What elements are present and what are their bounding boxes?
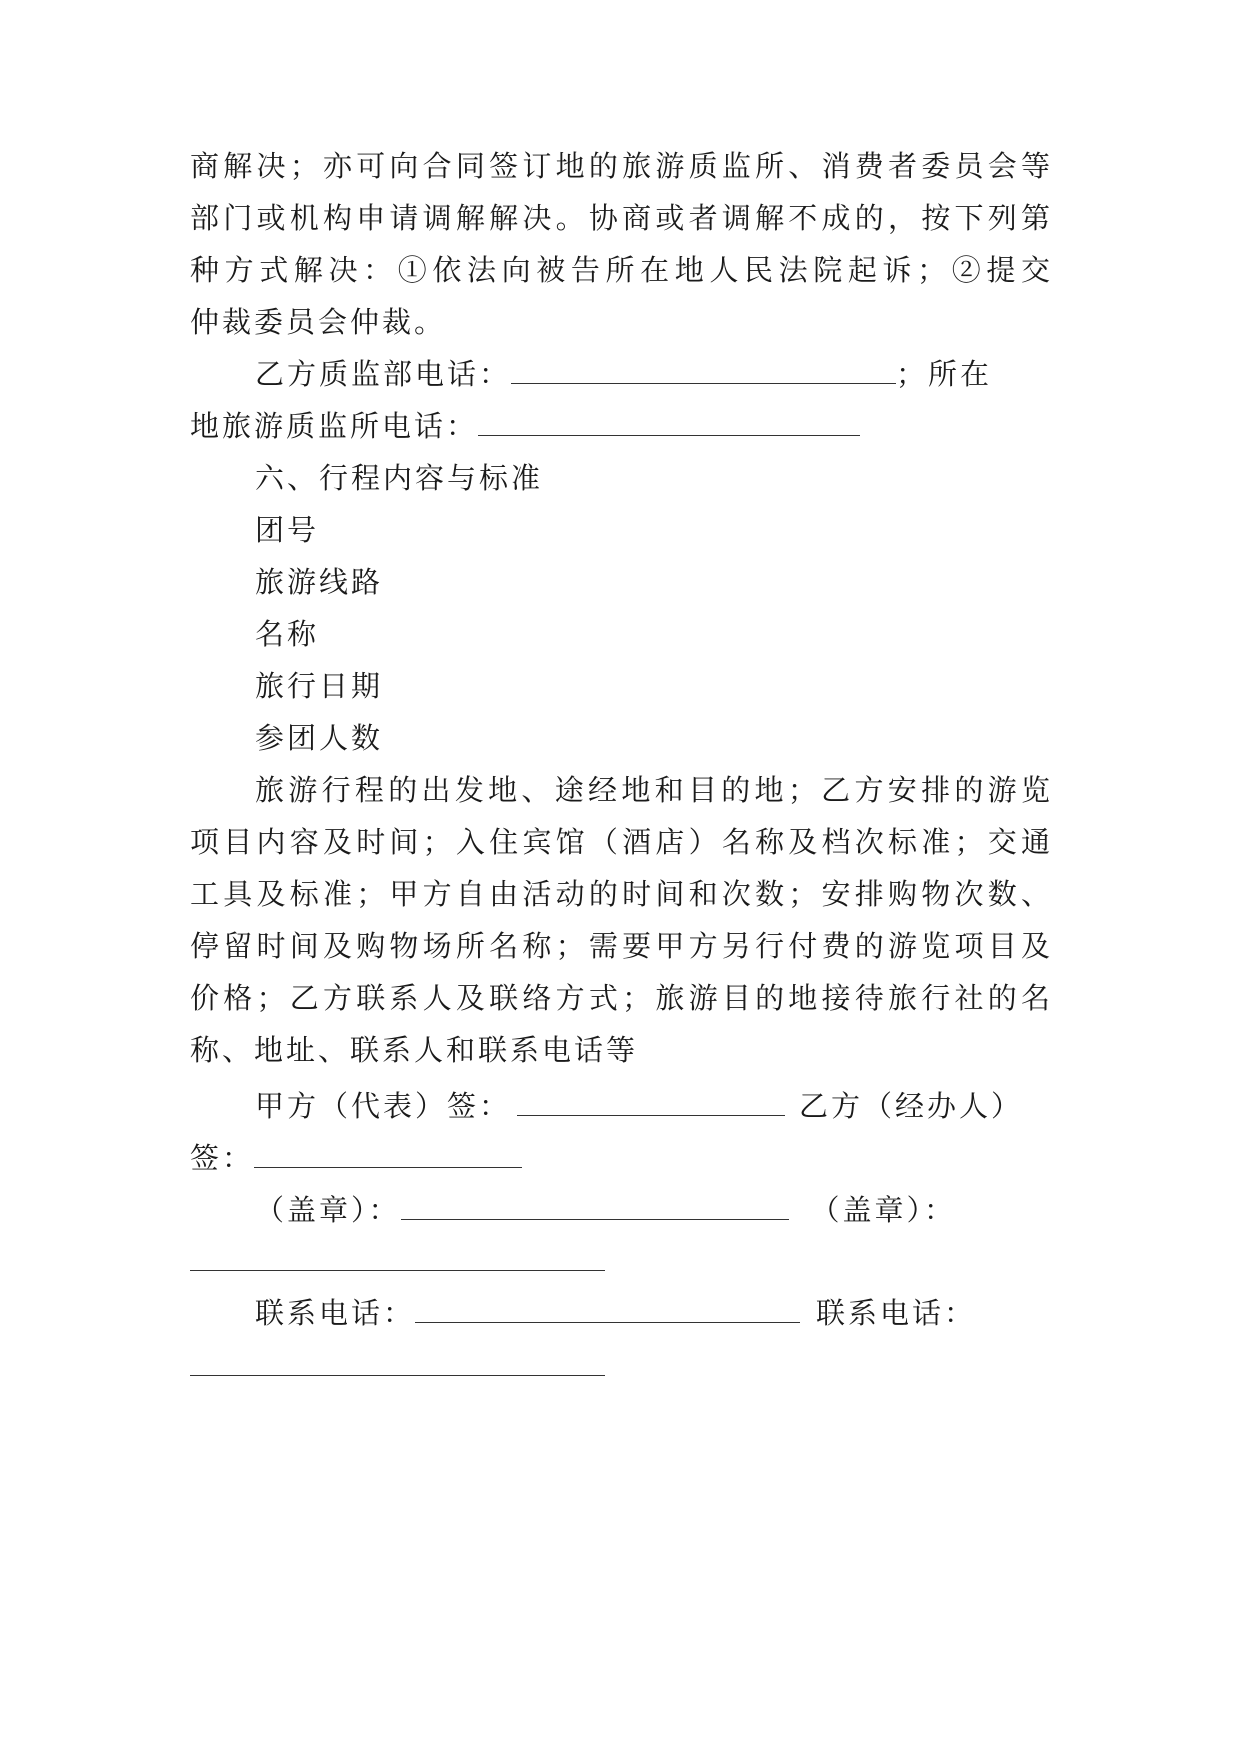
item-participants: 参团人数: [255, 721, 384, 755]
seal-b-label: （盖章）：: [810, 1193, 957, 1227]
party-b-sign-prefix: 签：: [190, 1141, 255, 1175]
itinerary-line-2: 项目内容及时间；入住宾馆（酒店）名称及档次标准；交通: [190, 825, 1050, 859]
seal-line: [255, 1190, 1050, 1230]
item-route: 旅游线路: [255, 565, 384, 599]
supervision-phone-label: 乙方质监部电话：: [255, 357, 512, 391]
contact-b-blank[interactable]: [190, 1375, 605, 1376]
contact-a-label: 联系电话：: [255, 1296, 416, 1330]
itinerary-line-6: 称、地址、联系人和联系电话等: [190, 1033, 639, 1067]
supervision-phone-blank[interactable]: [511, 355, 896, 384]
supervision-phone-line: [255, 354, 1050, 394]
seal-a-blank[interactable]: [401, 1191, 789, 1220]
party-a-sign-line: [255, 1086, 1050, 1126]
seal-b-blank[interactable]: [190, 1270, 605, 1271]
itinerary-line-3: 工具及标准；甲方自由活动的时间和次数；安排购物次数、: [190, 877, 1050, 911]
itinerary-line-5: 价格；乙方联系人及联络方式；旅游目的地接待旅行社的名: [190, 981, 1050, 1015]
local-phone-label: 地旅游质监所电话：: [190, 409, 479, 443]
party-b-sign-line: [190, 1138, 1050, 1178]
dispute-line-4: 仲裁委员会仲裁。: [190, 305, 447, 339]
dispute-line-1: 商解决；亦可向合同签订地的旅游质监所、消费者委员会等: [190, 149, 1050, 183]
section-heading: 六、行程内容与标准: [255, 461, 544, 495]
dispute-line-3: 种方式解决：①依法向被告所在地人民法院起诉；②提交: [190, 253, 1050, 287]
itinerary-line-1: 旅游行程的出发地、途经地和目的地；乙方安排的游览: [255, 773, 1050, 807]
item-group-number: 团号: [255, 513, 320, 547]
contact-a-blank[interactable]: [415, 1294, 800, 1323]
seal-a-label: （盖章）：: [255, 1193, 401, 1227]
local-phone-line: [190, 406, 1050, 446]
party-b-sign-label: 乙方（经办人）: [799, 1089, 1024, 1123]
dispute-line-2: 部门或机构申请调解解决。协商或者调解不成的，按下列第: [190, 201, 1050, 235]
party-b-sign-blank[interactable]: [254, 1139, 522, 1168]
item-name: 名称: [255, 617, 320, 651]
contact-b-label: 联系电话：: [816, 1296, 977, 1330]
supervision-phone-suffix: ；所在: [896, 357, 993, 391]
party-a-sign-blank[interactable]: [517, 1087, 785, 1116]
local-phone-blank[interactable]: [478, 407, 860, 436]
contact-line: [255, 1293, 1050, 1333]
itinerary-line-4: 停留时间及购物场所名称；需要甲方另行付费的游览项目及: [190, 929, 1050, 963]
item-travel-date: 旅行日期: [255, 669, 384, 703]
party-a-sign-label: 甲方（代表）签：: [255, 1089, 512, 1123]
